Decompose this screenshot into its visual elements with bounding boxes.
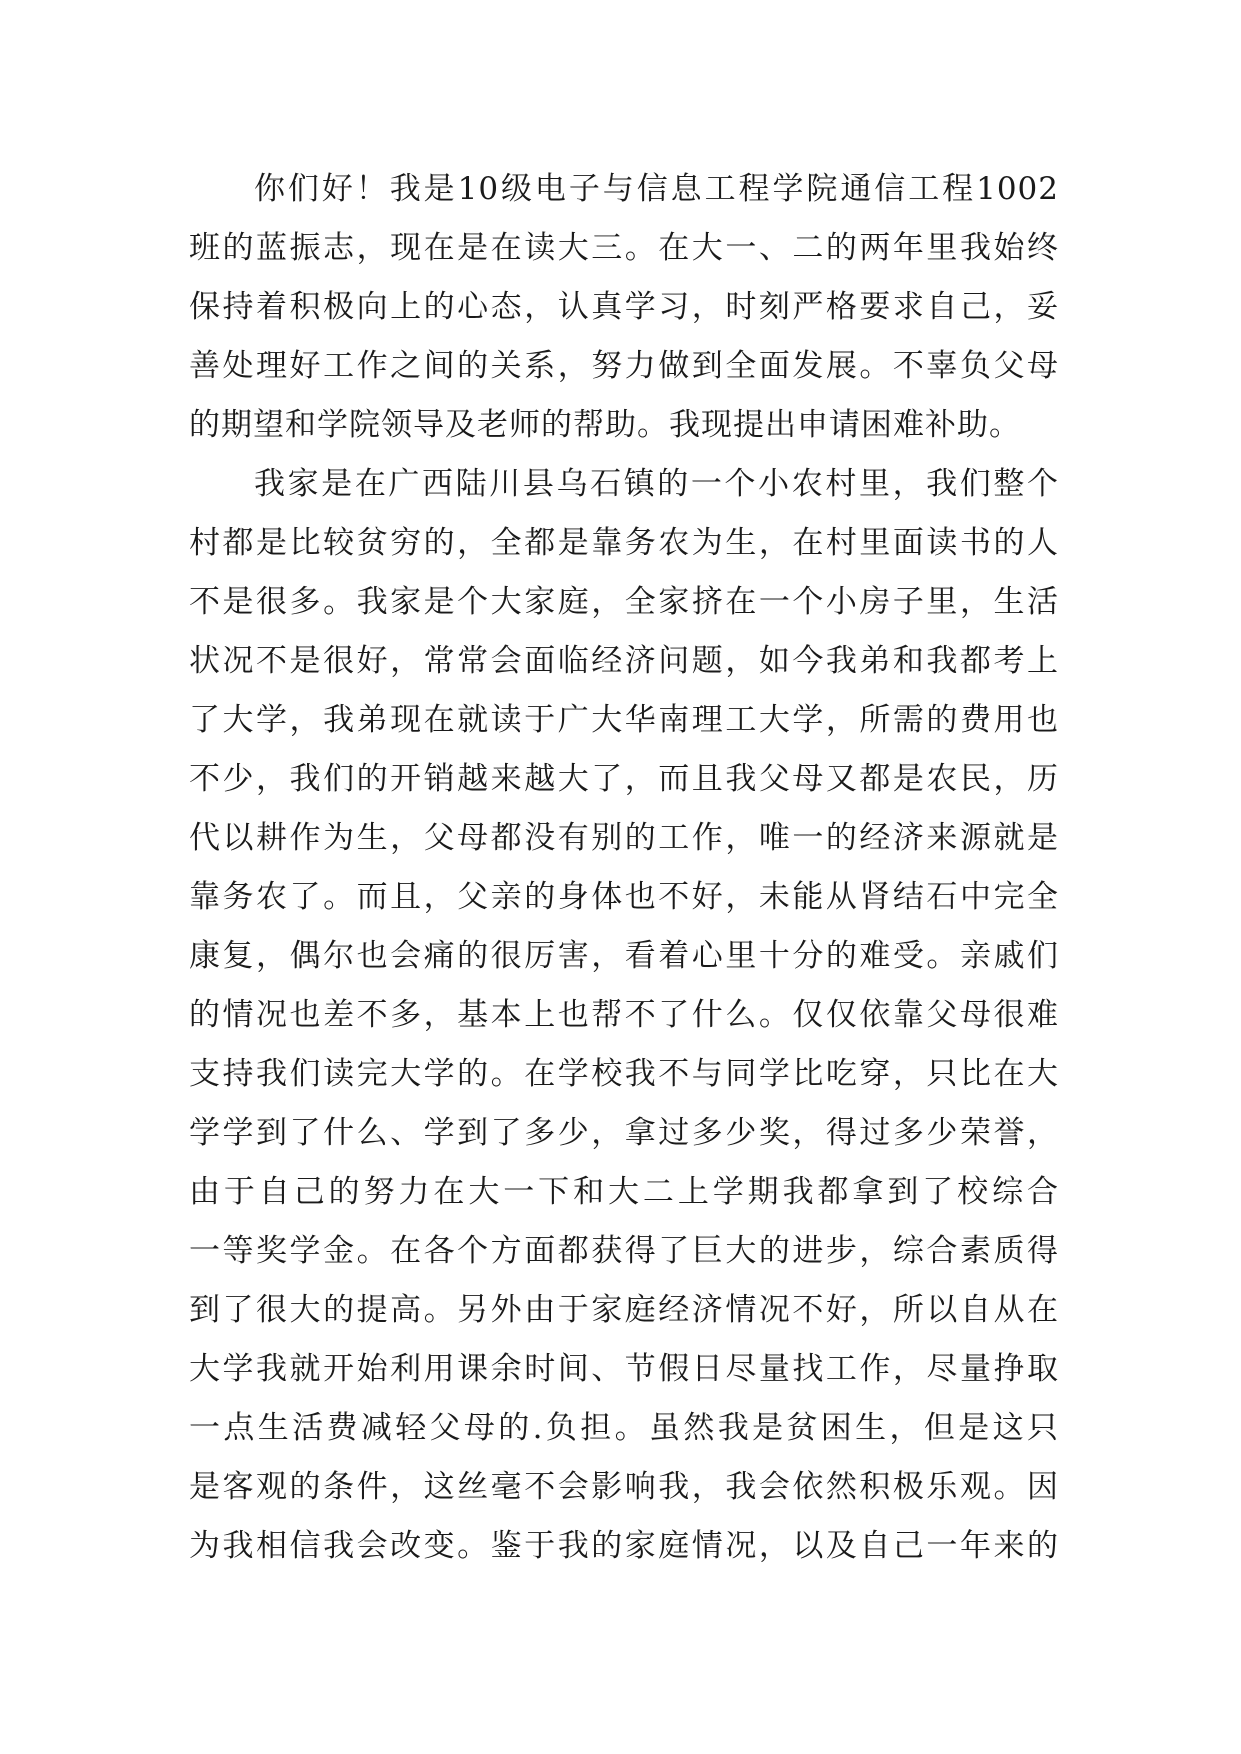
document-body [189,160,1059,1576]
paragraph-2-line-4: 状况不是很好，常常会面临经济问题，如今我弟和我都考上 [189,643,1059,679]
paragraph-2-line-5: 了大学，我弟现在就读于广大华南理工大学，所需的费用也 [189,702,1059,738]
paragraph-2-line-15: 到了很大的提高。另外由于家庭经济情况不好，所以自从在 [189,1292,1059,1328]
paragraph-2-line-2: 村都是比较贫穷的，全都是靠务农为生，在村里面读书的人 [189,525,1059,561]
paragraph-1-line-3: 保持着积极向上的心态，认真学习，时刻严格要求自己，妥 [189,289,1059,325]
paragraph-2-line-1: 我家是在广西陆川县乌石镇的一个小农村里，我们整个 [254,466,1059,502]
paragraph-2-line-6: 不少，我们的开销越来越大了，而且我父母又都是农民，历 [189,761,1059,797]
paragraph-2-line-12: 学学到了什么、学到了多少，拿过多少奖，得过多少荣誉， [189,1115,1059,1151]
paragraph-2-line-13: 由于自己的努力在大一下和大二上学期我都拿到了校综合 [189,1174,1059,1210]
paragraph-2-line-8: 靠务农了。而且，父亲的身体也不好，未能从肾结石中完全 [189,879,1059,915]
paragraph-2-line-7: 代以耕作为生，父母都没有别的工作，唯一的经济来源就是 [189,820,1059,856]
paragraph-1-line-5: 的期望和学院领导及老师的帮助。我现提出申请困难补助。 [189,407,1021,443]
paragraph-2-line-19: 为我相信我会改变。鉴于我的家庭情况，以及自己一年来的 [189,1528,1059,1564]
paragraph-2-line-3: 不是很多。我家是个大家庭，全家挤在一个小房子里，生活 [189,584,1059,620]
paragraph-2-line-17: 一点生活费减轻父母的.负担。虽然我是贫困生，但是这只 [189,1410,1059,1446]
paragraph-1-line-4: 善处理好工作之间的关系，努力做到全面发展。不辜负父母 [189,348,1059,384]
paragraph-2-line-10: 的情况也差不多，基本上也帮不了什么。仅仅依靠父母很难 [189,997,1059,1033]
paragraph-2-line-14: 一等奖学金。在各个方面都获得了巨大的进步，综合素质得 [189,1233,1059,1269]
paragraph-1-line-2: 班的蓝振志，现在是在读大三。在大一、二的两年里我始终 [189,230,1059,266]
paragraph-2-line-9: 康复，偶尔也会痛的很厉害，看着心里十分的难受。亲戚们 [189,938,1059,974]
paragraph-2-line-16: 大学我就开始利用课余时间、节假日尽量找工作，尽量挣取 [189,1351,1059,1387]
paragraph-1-line-1: 你们好！我是10级电子与信息工程学院通信工程1002 [254,171,1059,207]
paragraph-2-line-11: 支持我们读完大学的。在学校我不与同学比吃穿，只比在大 [189,1056,1059,1092]
paragraph-2-line-18: 是客观的条件，这丝毫不会影响我，我会依然积极乐观。因 [189,1469,1059,1505]
